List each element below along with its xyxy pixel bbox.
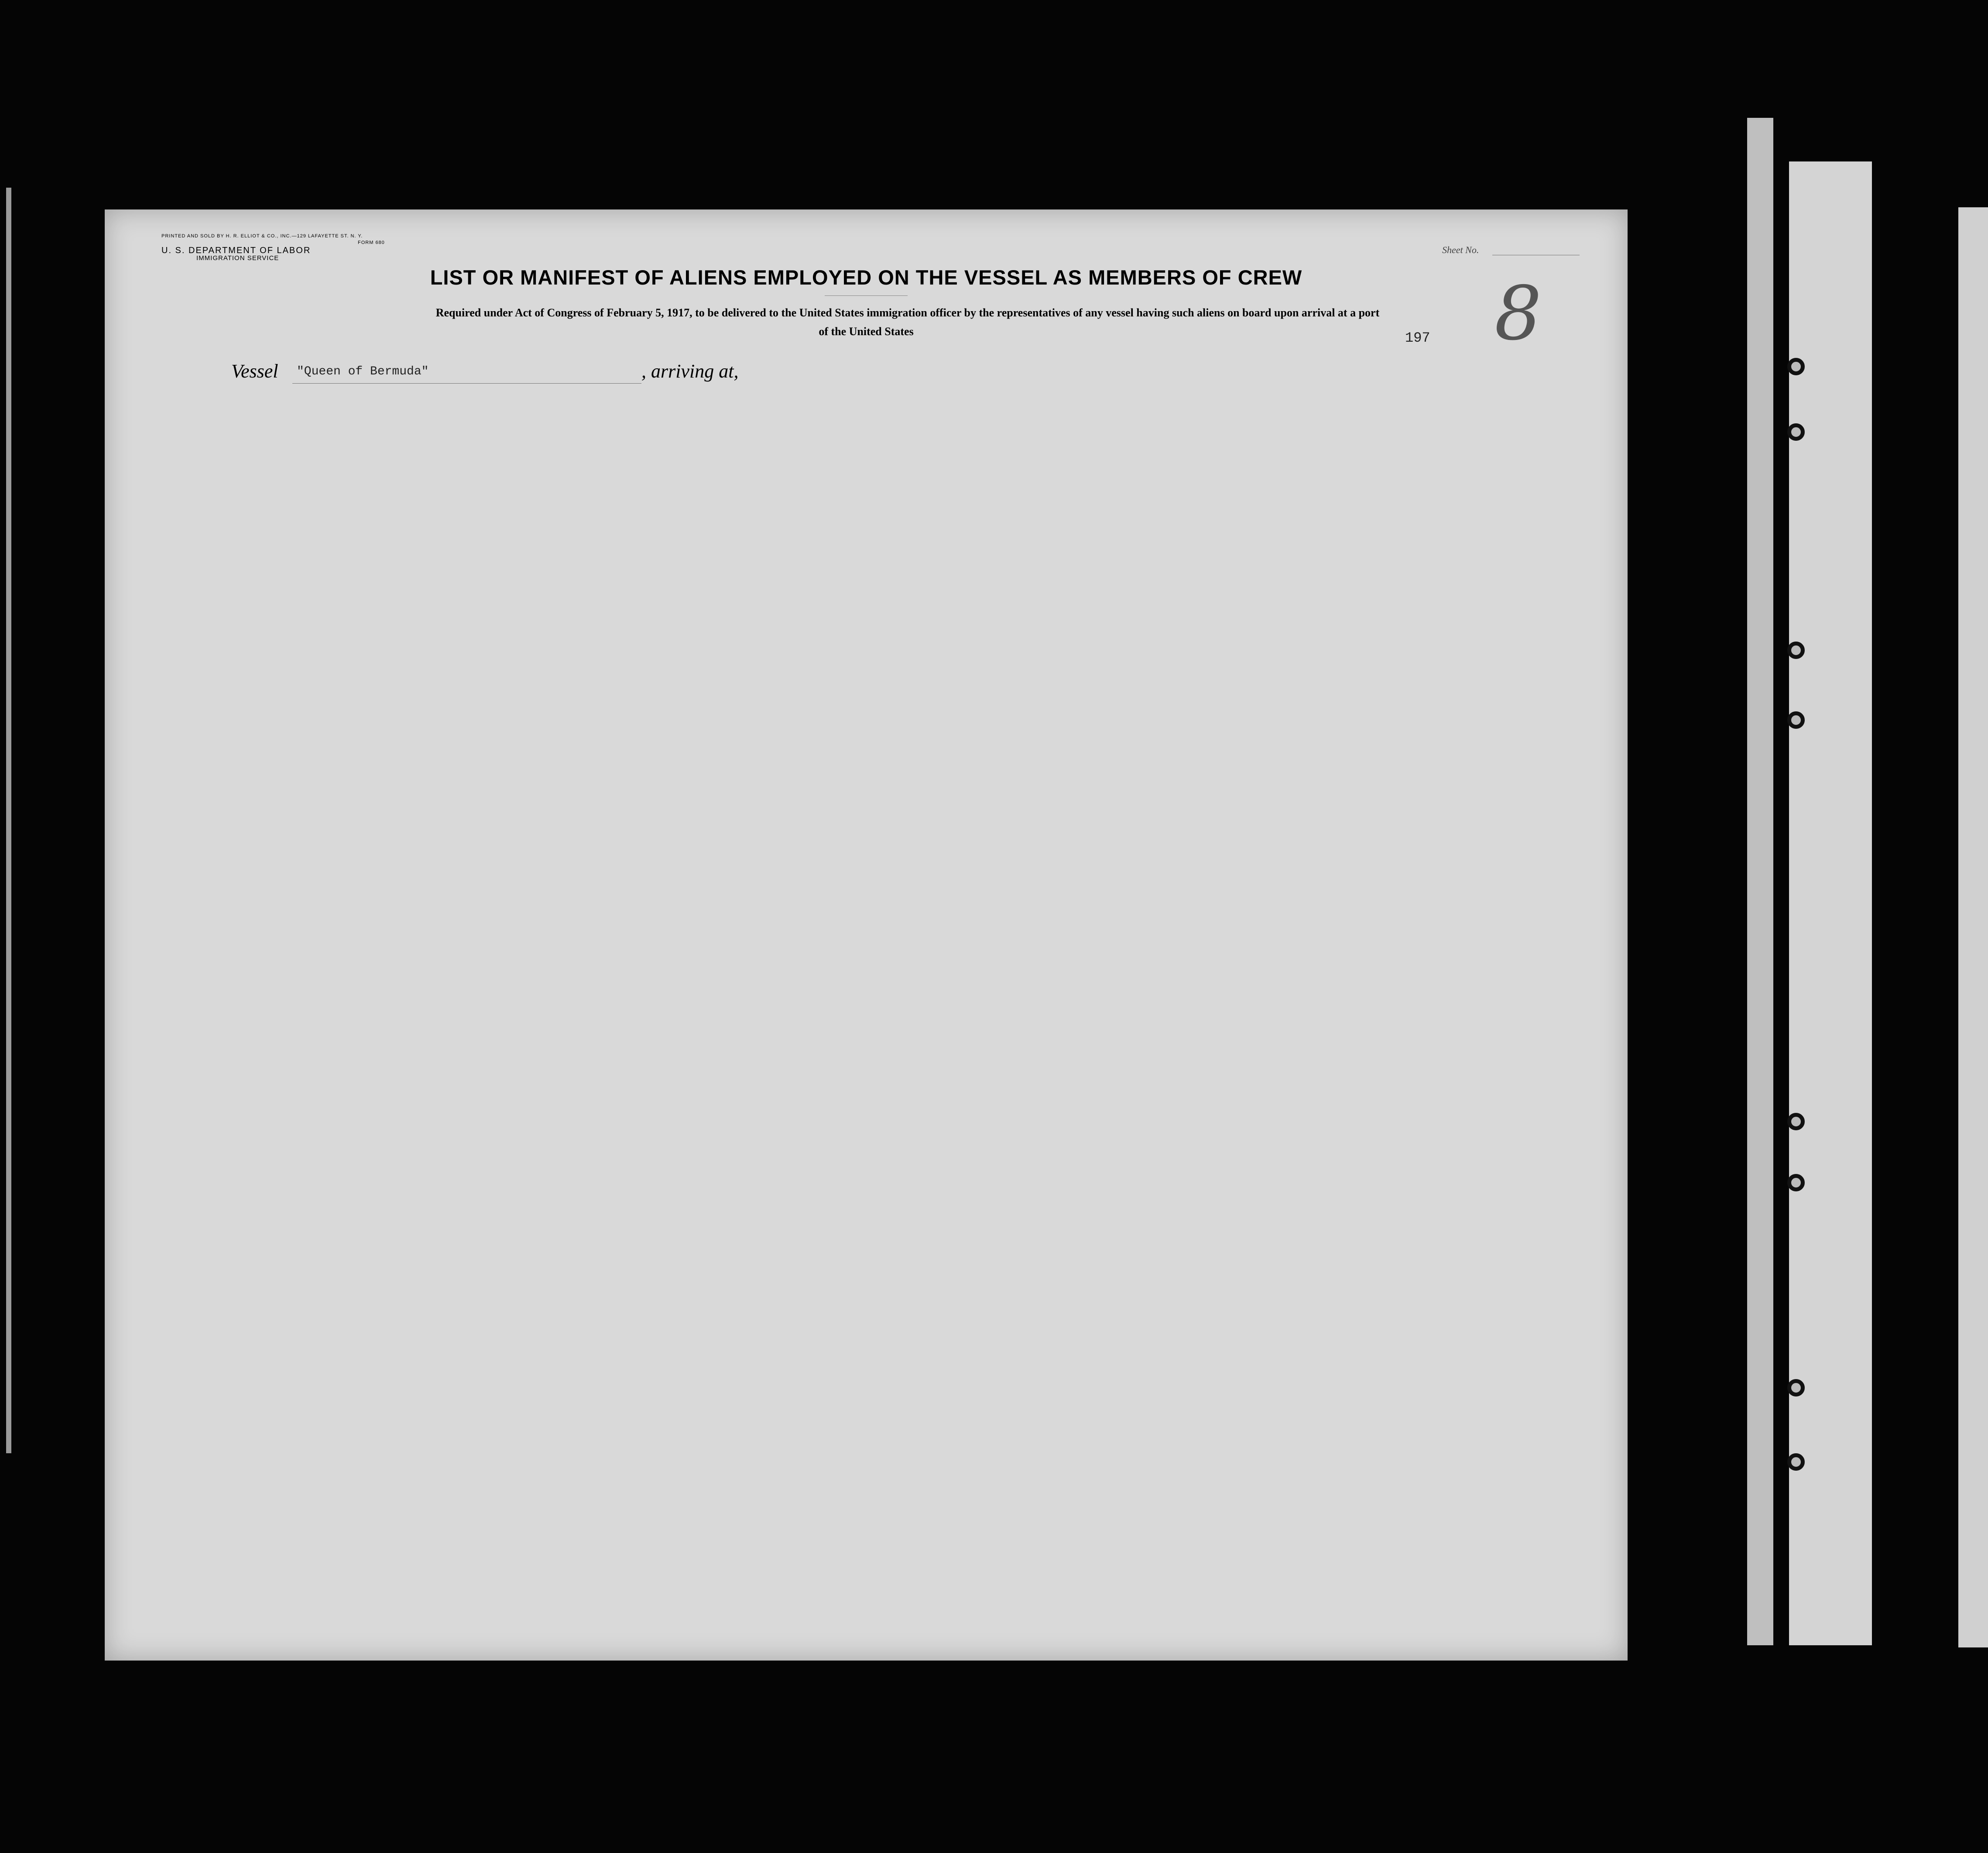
film-edge-left (6, 188, 11, 1453)
year-stamp: 197 (1405, 330, 1430, 346)
punch-hole-icon (1787, 642, 1805, 659)
service: IMMIGRATION SERVICE (196, 254, 279, 262)
vessel-label: Vessel (231, 360, 278, 382)
punch-hole-icon (1787, 358, 1805, 375)
punch-hole-icon (1787, 1453, 1805, 1471)
punch-hole-icon (1787, 711, 1805, 729)
department: U. S. DEPARTMENT OF LABOR (161, 246, 311, 255)
manifest-page (105, 209, 1628, 1661)
handwritten-sheet-number: 8 (1494, 271, 1542, 357)
punch-hole-icon (1787, 1174, 1805, 1191)
adjacent-page-edge (1789, 161, 1872, 1645)
vessel-name-line (292, 383, 641, 384)
film-edge-right (1958, 207, 1988, 1647)
punch-hole-icon (1787, 1379, 1805, 1397)
printer-line: PRINTED AND SOLD BY H. R. ELLIOT & CO., INC.—129 LAFAYETTE ST. N. Y. (161, 233, 363, 239)
sheet-label: Sheet No. (1442, 244, 1479, 255)
form-subtitle-2: of the United States (819, 325, 914, 338)
title-rule (825, 295, 908, 296)
film-edge-strip (1747, 118, 1773, 1645)
vessel-name: "Queen of Bermuda" (297, 365, 429, 378)
arriving-label: , arriving at, (641, 360, 739, 382)
form-subtitle-1: Required under Act of Congress of February 5, 1917, to be delivered to the United States immigration officer by the representatives of any vessel having such aliens on board upon arrival at a port (435, 306, 1380, 319)
form-number: FORM 680 (358, 240, 385, 245)
punch-hole-icon (1787, 1113, 1805, 1130)
form-title: LIST OR MANIFEST OF ALIENS EMPLOYED ON THE VESSEL AS MEMBERS OF CREW (430, 266, 1302, 289)
punch-hole-icon (1787, 423, 1805, 441)
